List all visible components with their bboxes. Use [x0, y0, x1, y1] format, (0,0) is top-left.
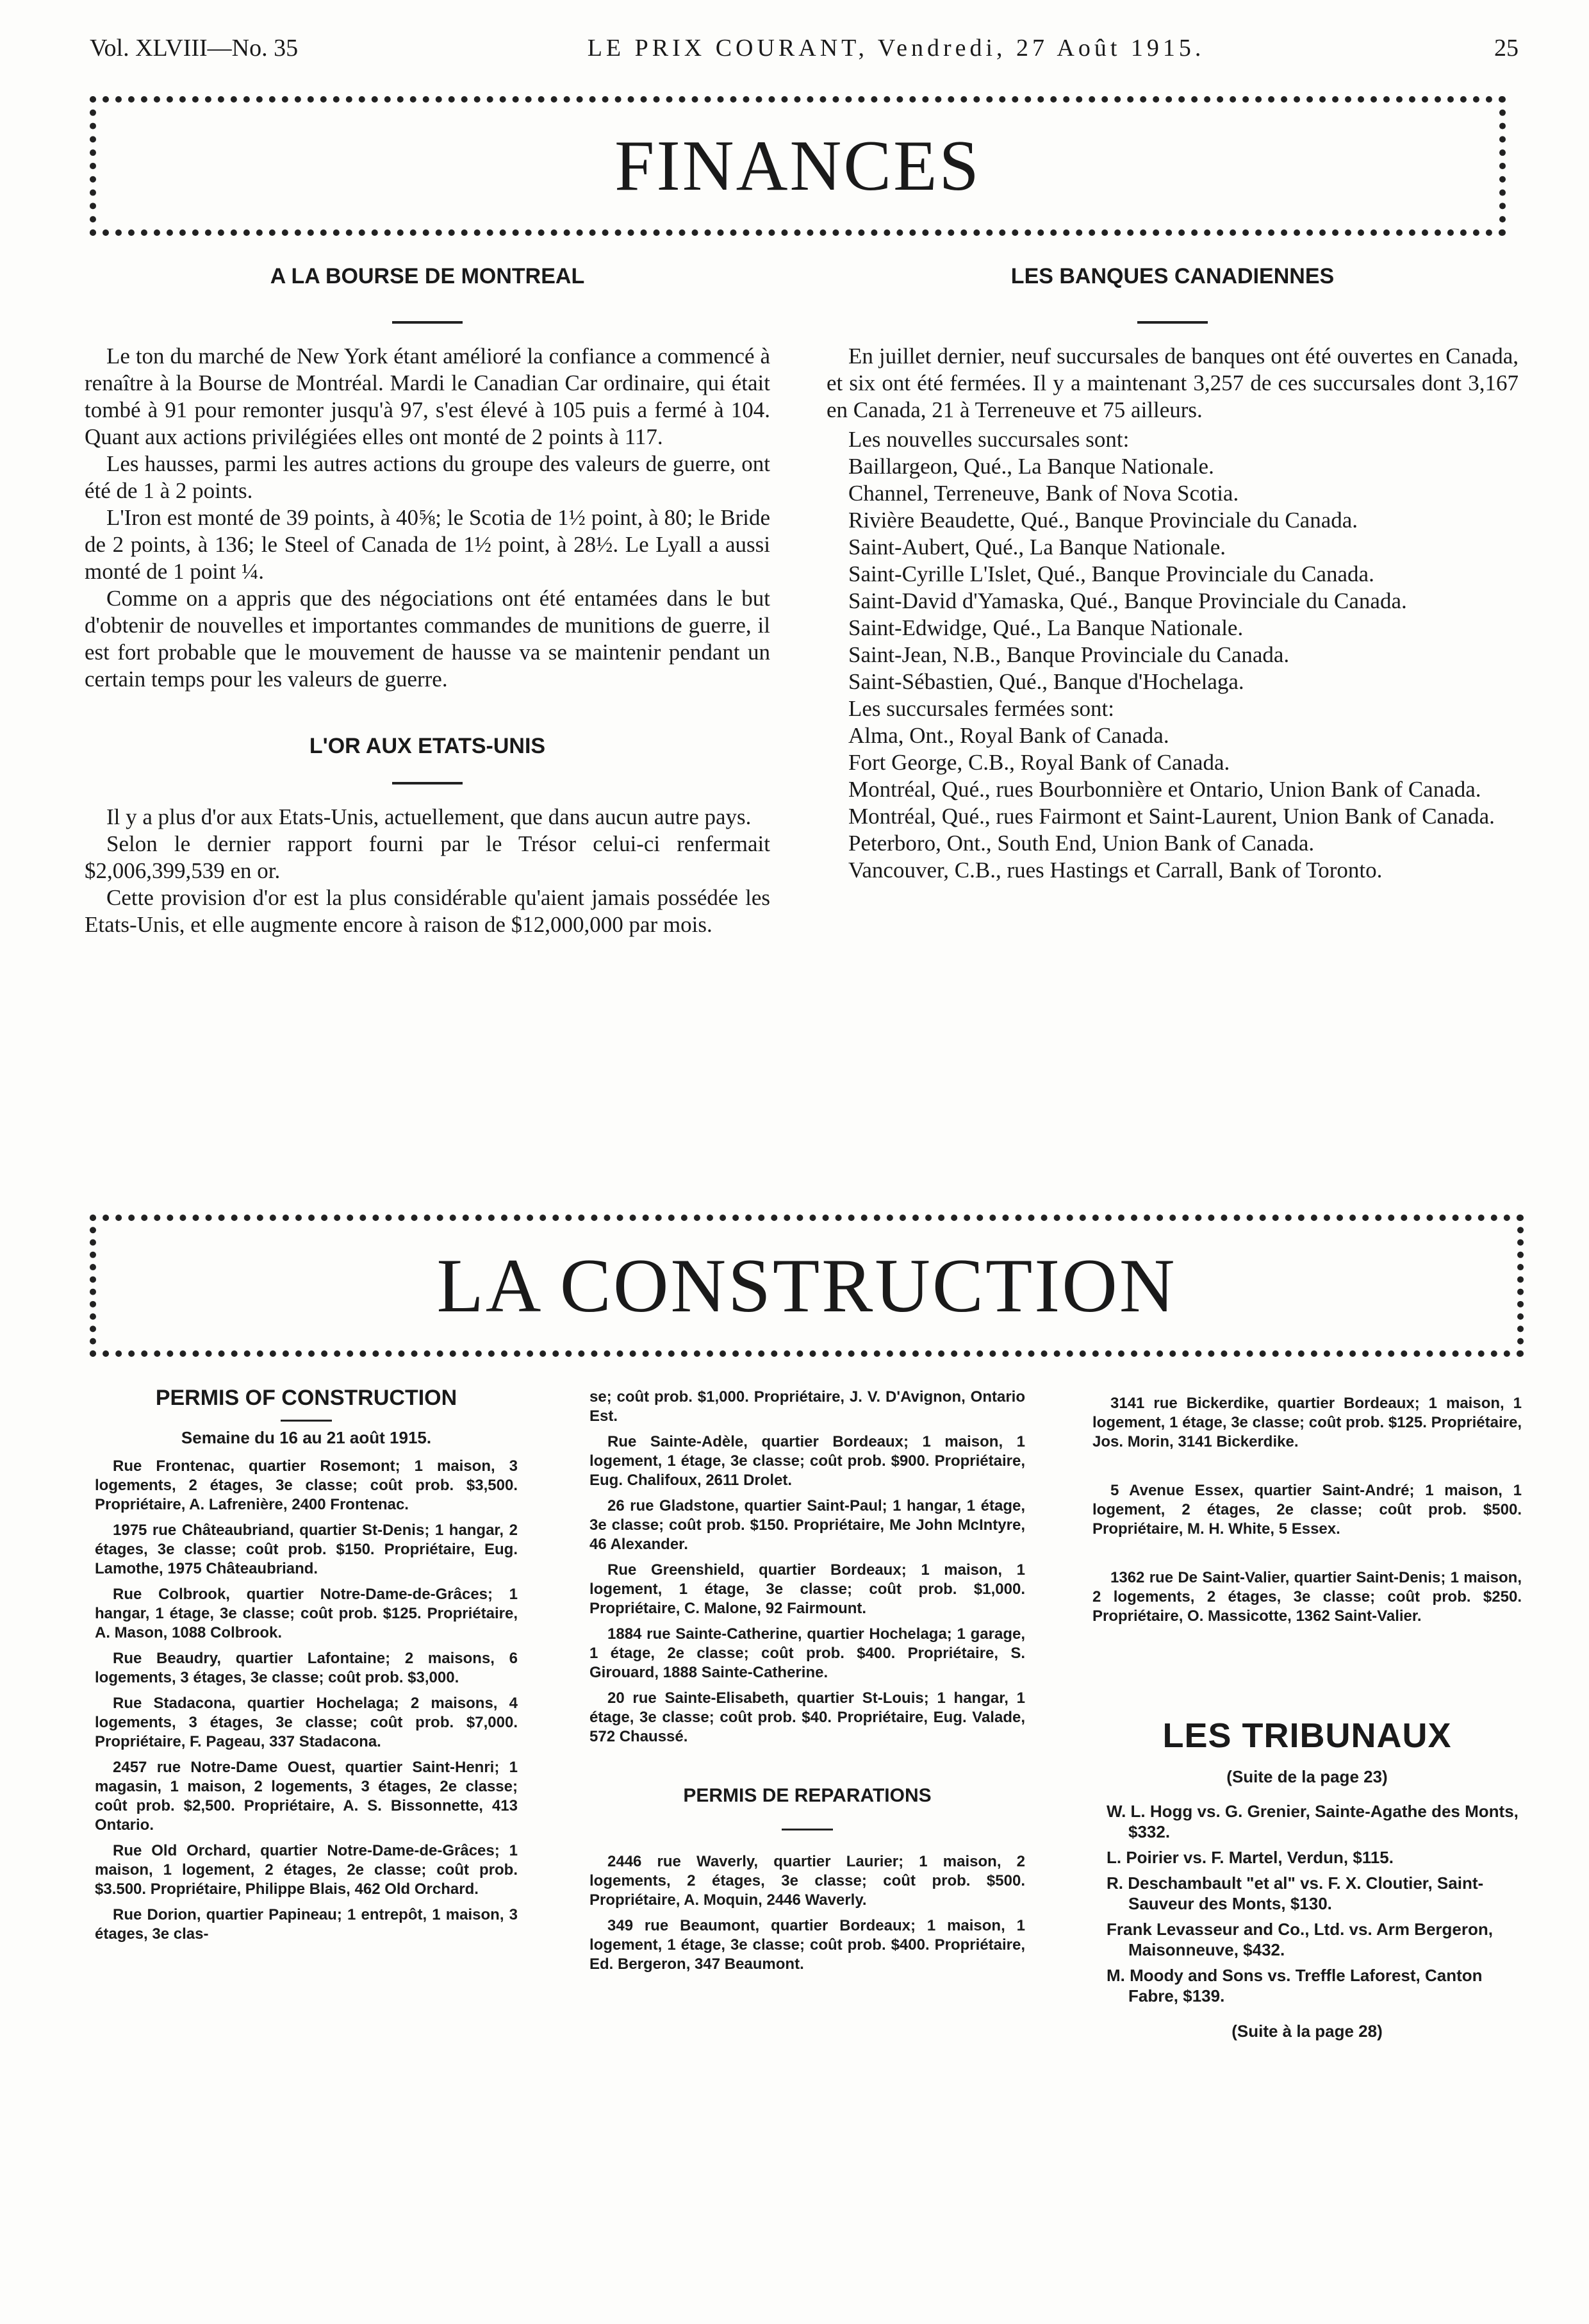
- permit-entry: 1884 rue Sainte-Catherine, quartier Hochelaga; 1 garage, 1 étage, 2e classe; coût prob. $400. Propriétaire, S. Girouard, 1888 Sainte-Catherine.: [589, 1625, 1025, 1681]
- repair-entry: 349 rue Beaumont, quartier Bordeaux; 1 maison, 1 logement, 1 étage, 3e classe; coût prob. $400. Propriétaire, Ed. Bergeron, 347 Beaumont.: [589, 1917, 1025, 1973]
- opened-branch: Saint-Aubert, Qué., La Banque Nationale.: [848, 535, 1226, 560]
- bourse-paragraph: L'Iron est monté de 39 points, à 40⅝; le Scotia de 1½ point, à 80; le Bride de 2 points, à 136; le Steel of Canada de 1½ point, à 28½. Le Lyall a aussi monté de 1 point ¼.: [85, 505, 770, 584]
- section-rule: [1137, 321, 1208, 324]
- reparations-title: PERMIS DE REPARATIONS: [683, 1785, 932, 1806]
- permit-entry: Rue Beaudry, quartier Lafontaine; 2 maisons, 6 logements, 3 étages, 3e classe; coût prob. $3,000.: [95, 1650, 518, 1686]
- permis-column-1: [95, 1386, 518, 1950]
- bourse-paragraph: Comme on a appris que des négociations ont été entamées dans le but d'obtenir de nouvelles et importantes commandes de munitions de guerre, il est fort probable que le mouvement de hausse va se maintenir pendant un certain temps pour les valeurs de guerre.: [85, 586, 770, 692]
- opened-branch: Saint-Jean, N.B., Banque Provinciale du Canada.: [848, 642, 1290, 667]
- or-title: L'OR AUX ETATS-UNIS: [309, 734, 546, 758]
- page-header: [90, 26, 1519, 71]
- permit-entry: 1975 rue Châteaubriand, quartier St-Denis; 1 hangar, 2 étages, 3e classe; coût prob. $150. Propriétaire, Eug. Lamothe, 1975 Châteaubriand.: [95, 1522, 518, 1577]
- closed-branch: Peterboro, Ont., South End, Union Bank of Canada.: [848, 831, 1315, 856]
- opened-branch: Rivière Beaudette, Qué., Banque Provinciale du Canada.: [848, 508, 1358, 533]
- permit-entry: Rue Old Orchard, quartier Notre-Dame-de-Grâces; 1 maison, 1 logement, 2 étages, 2e classe; coût prob. $3.500. Propriétaire, Philippe Blais, 462 Old Orchard.: [95, 1842, 518, 1898]
- court-case: W. L. Hogg vs. G. Grenier, Sainte-Agathe des Monts, $332.: [1107, 1802, 1519, 1841]
- finances-banner: [90, 96, 1506, 236]
- bourse-paragraph: Le ton du marché de New York étant amélioré la confiance a commencé à renaître à la Bourse de Montréal. Mardi le Canadian Car ordinaire, qui était tombé à 91 pour remonter jusqu'à 97, s'est élevé à 105 puis a fermé à 104. Quant aux actions privilégiées elles ont monté de 2 points à 117.: [85, 344, 770, 449]
- tribunaux-continued-from: (Suite de la page 23): [1226, 1767, 1388, 1786]
- permit-entry: 5 Avenue Essex, quartier Saint-André; 1 maison, 1 logement, 2 étages, 2e classe; coût prob. $500. Propriétaire, M. H. White, 5 Essex.: [1092, 1482, 1522, 1538]
- section-rule: [281, 1420, 332, 1422]
- court-case: Frank Levasseur and Co., Ltd. vs. Arm Bergeron, Maisonneuve, $432.: [1107, 1920, 1493, 1959]
- finances-heading: FINANCES: [614, 126, 981, 206]
- construction-heading: LA CONSTRUCTION: [436, 1243, 1177, 1328]
- opened-branch: Saint-David d'Yamaska, Qué., Banque Provinciale du Canada.: [848, 588, 1407, 613]
- tribunaux-title: LES TRIBUNAUX: [1162, 1716, 1452, 1755]
- permit-entry: Rue Colbrook, quartier Notre-Dame-de-Grâces; 1 hangar, 1 étage, 3e classe; coût prob. $125. Propriétaire, A. Mason, 1088 Colbrook.: [95, 1586, 518, 1641]
- closed-heading: Les succursales fermées sont:: [848, 696, 1114, 721]
- volume-number: Vol. XLVIII—No. 35: [90, 35, 299, 62]
- closed-branch: Vancouver, C.B., rues Hastings et Carrall, Bank of Toronto.: [848, 858, 1383, 883]
- finances-right-column: [827, 264, 1519, 884]
- opened-branch: Saint-Cyrille L'Islet, Qué., Banque Provinciale du Canada.: [848, 561, 1374, 586]
- opened-branch: Baillargeon, Qué., La Banque Nationale.: [848, 454, 1214, 479]
- permit-entry: 26 rue Gladstone, quartier Saint-Paul; 1 hangar, 1 étage, 3e classe; coût prob. $150. Propriétaire, Me John McIntyre, 46 Alexander.: [589, 1497, 1025, 1553]
- permit-entry: Rue Dorion, quartier Papineau; 1 entrepôt, 1 maison, 3 étages, 3e clas-: [95, 1906, 518, 1943]
- permit-entry: 1362 rue De Saint-Valier, quartier Saint-Denis; 1 maison, 2 logements, 2 étages, 3e classe; coût prob. $250. Propriétaire, O. Massicotte, 1362 Saint-Valier.: [1092, 1569, 1522, 1625]
- opened-heading: Les nouvelles succursales sont:: [848, 427, 1130, 452]
- repair-entry: 2446 rue Waverly, quartier Laurier; 1 maison, 2 logements, 2 étages, 3e classe; coût prob. $500. Propriétaire, A. Moquin, 2446 Waverly.: [589, 1853, 1025, 1909]
- or-paragraph: Cette provision d'or est la plus considérable qu'aient jamais possédée les Etats-Unis, et elle augmente encore à raison de $12,000,000 par mois.: [85, 885, 770, 937]
- permit-entry: Rue Stadacona, quartier Hochelaga; 2 maisons, 4 logements, 3 étages, 3e classe; coût prob. $7,000. Propriétaire, F. Pageau, 337 Stadacona.: [95, 1695, 518, 1750]
- page-number: 25: [1494, 35, 1519, 62]
- section-rule: [782, 1829, 833, 1830]
- opened-branch: Channel, Terreneuve, Bank of Nova Scotia.: [848, 481, 1239, 506]
- permis-column-2: [589, 1388, 1025, 1980]
- court-case: L. Poirier vs. F. Martel, Verdun, $115.: [1107, 1848, 1394, 1867]
- permit-entry: Rue Sainte-Adèle, quartier Bordeaux; 1 maison, 1 logement, 1 étage, 3e classe; coût prob. $900. Propriétaire, Eug. Chalifoux, 2611 Drolet.: [589, 1433, 1025, 1489]
- bourse-paragraph: Les hausses, parmi les autres actions du groupe des valeurs de guerre, ont été de 1 à 2 points.: [85, 451, 770, 503]
- section-rule: [392, 782, 463, 784]
- permit-entry: 20 rue Sainte-Elisabeth, quartier St-Louis; 1 hangar, 1 étage, 3e classe; coût prob. $40. Propriétaire, Eug. Valade, 572 Chaussé.: [589, 1689, 1025, 1745]
- closed-branch: Montréal, Qué., rues Fairmont et Saint-Laurent, Union Bank of Canada.: [848, 804, 1495, 829]
- permis-title: PERMIS OF CONSTRUCTION: [155, 1386, 457, 1410]
- closed-branch: Montréal, Qué., rues Bourbonnière et Ontario, Union Bank of Canada.: [848, 777, 1481, 802]
- section-rule: [392, 321, 463, 324]
- permit-entry: 2457 rue Notre-Dame Ouest, quartier Saint-Henri; 1 magasin, 1 maison, 2 logements, 3 étages, 2e classe; coût prob. $2,500. Propriétaire, A. S. Bissonnette, 413 Ontario.: [95, 1759, 518, 1834]
- tribunaux-section: [1092, 1716, 1522, 2041]
- permis-column-3: [1092, 1394, 1522, 2055]
- bourse-title: A LA BOURSE DE MONTREAL: [270, 264, 585, 288]
- permit-entry: 3141 rue Bickerdike, quartier Bordeaux; 1 maison, 1 logement, 1 étage, 3e classe; coût prob. $125. Propriétaire, Jos. Morin, 3141 Bickerdike.: [1092, 1395, 1522, 1450]
- permis-week: Semaine du 16 au 21 août 1915.: [181, 1428, 432, 1447]
- or-paragraph: Selon le dernier rapport fourni par le Trésor celui-ci renfermait $2,006,399,539 en or.: [85, 831, 770, 883]
- or-paragraph: Il y a plus d'or aux Etats-Unis, actuellement, que dans aucun autre pays.: [106, 804, 752, 829]
- tribunaux-continued-to: (Suite à la page 28): [1231, 2021, 1383, 2041]
- banques-title: LES BANQUES CANADIENNES: [1010, 264, 1335, 288]
- court-case: R. Deschambault "et al" vs. F. X. Cloutier, Saint-Sauveur des Monts, $130.: [1107, 1873, 1484, 1913]
- court-case: M. Moody and Sons vs. Treffle Laforest, Canton Fabre, $139.: [1107, 1966, 1483, 2005]
- permit-entry: Rue Greenshield, quartier Bordeaux; 1 maison, 1 logement, 1 étage, 3e classe; coût prob. $1,000. Propriétaire, C. Malone, 92 Fairmount.: [589, 1561, 1025, 1617]
- finances-left-column: [85, 264, 770, 938]
- construction-banner: [90, 1215, 1524, 1357]
- permit-entry: Rue Frontenac, quartier Rosemont; 1 maison, 3 logements, 2 étages, 3e classe; coût prob. $3,500. Propriétaire, A. Lafrenière, 2400 Frontenac.: [95, 1457, 518, 1513]
- closed-branch: Alma, Ont., Royal Bank of Canada.: [848, 723, 1169, 748]
- closed-branch: Fort George, C.B., Royal Bank of Canada.: [848, 750, 1230, 775]
- opened-branch: Saint-Edwidge, Qué., La Banque Nationale.: [848, 615, 1244, 640]
- permit-entry: se; coût prob. $1,000. Propriétaire, J. V. D'Avignon, Ontario Est.: [589, 1388, 1025, 1425]
- newspaper-title-date: LE PRIX COURANT, Vendredi, 27 Août 1915.: [587, 35, 1205, 62]
- banques-intro: En juillet dernier, neuf succursales de banques ont été ouvertes en Canada, et six ont été fermées. Il y a maintenant 3,257 de ces succursales dont 3,167 en Canada, 21 à Terreneuve et 75 ailleurs.: [827, 344, 1519, 422]
- opened-branch: Saint-Sébastien, Qué., Banque d'Hochelaga.: [848, 669, 1244, 694]
